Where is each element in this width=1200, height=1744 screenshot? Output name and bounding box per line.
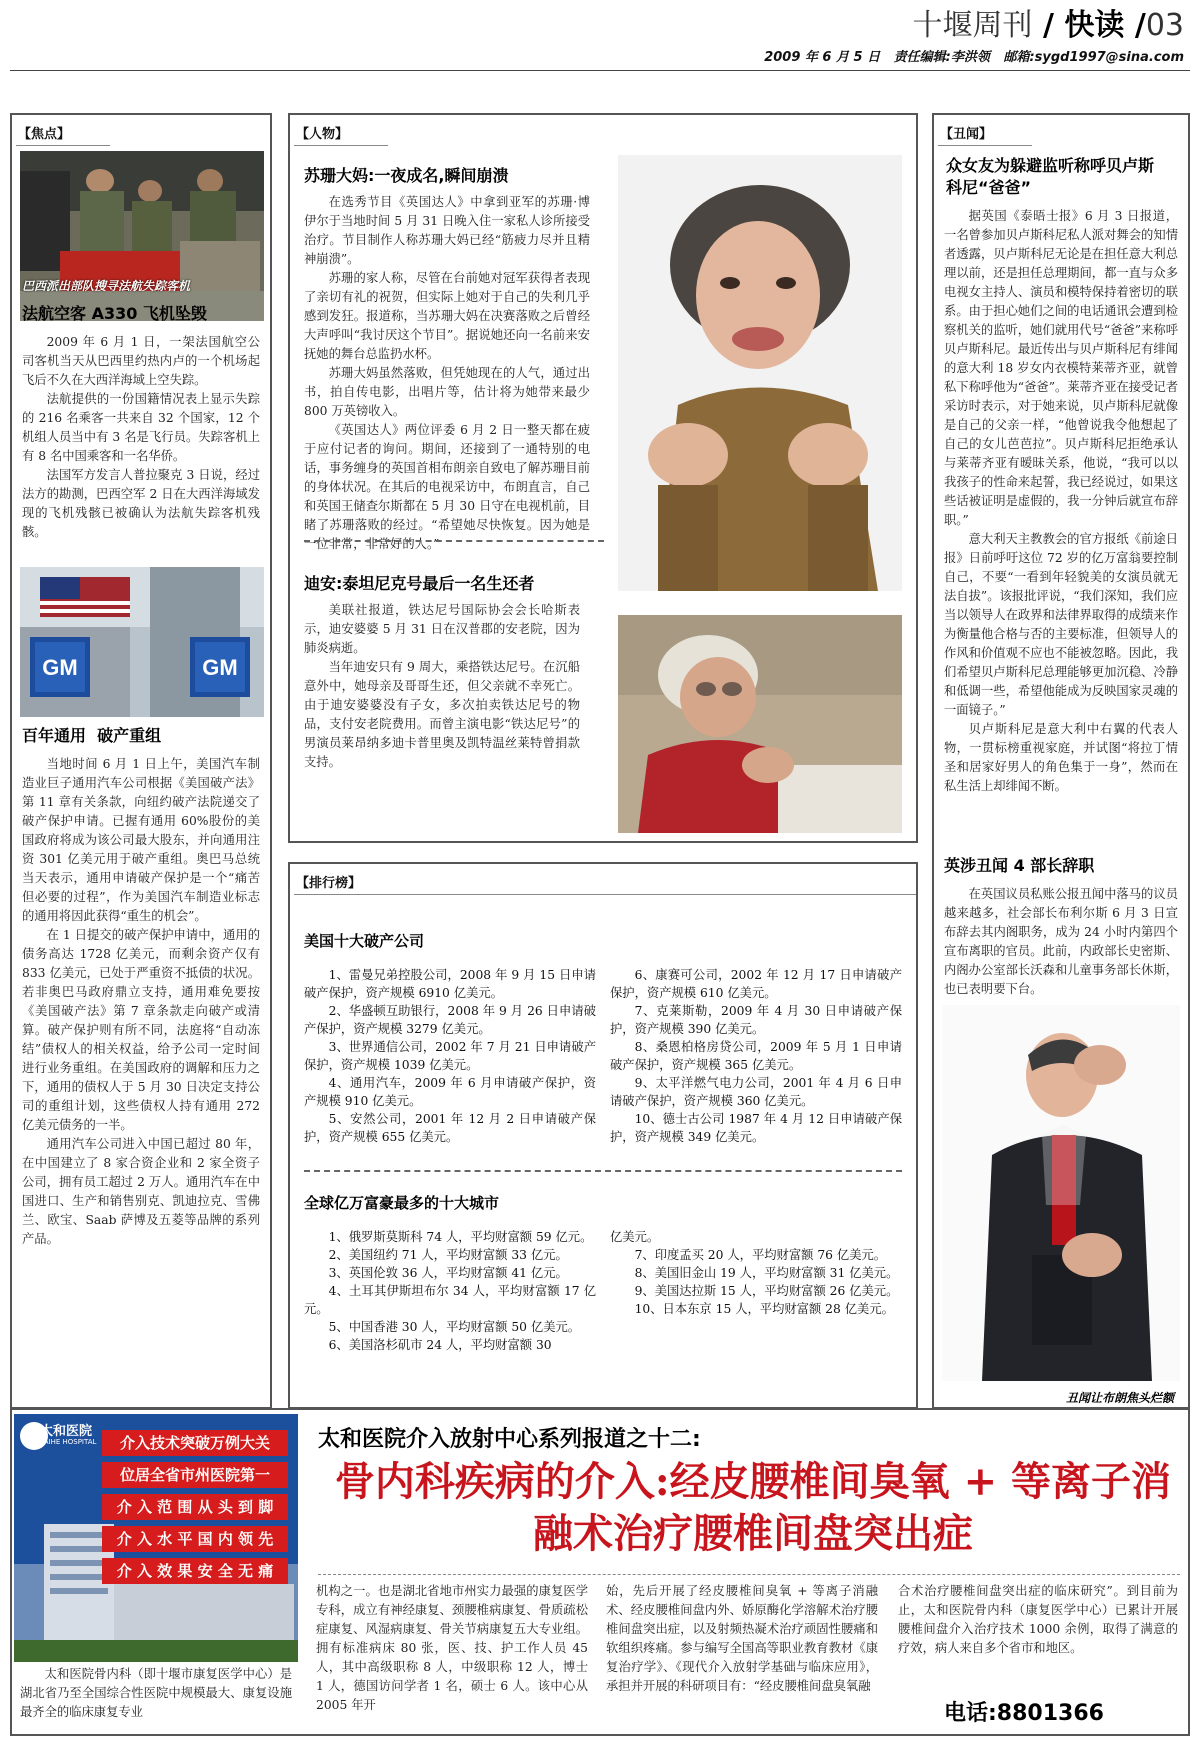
list-item: 3、世界通信公司，2002 年 7 月 21 日申请破产保护，资产规模 1039 亿美元。 — [304, 1040, 596, 1072]
paragraph: 据英国《泰晤士报》6 月 3 日报道，一名曾参加贝卢斯科尼私人派对舞会的知情者透露，贝卢斯科尼无论是在担任意大利总理以前，还是担任总理期间，都一直与众多电视女主持人、演员和模特保持着密切的联系。由于担心她们之间的电话通讯会遭到检察机关的监听，她们就用代号“爸爸”来称呼贝卢斯科尼。最近传出与贝卢斯科尼有绯闻的意大利 18 岁女内衣模特莱蒂齐亚，就曾私下称呼他为“爸爸”。莱蒂齐亚在接受记者采访时表示，对于她来说，贝卢斯科尼就像是自己的父亲一样，“他曾说我令他想起了自己的女儿芭芭拉”。贝卢斯科尼拒绝承认与莱蒂齐亚有暧昧关系，他说，“我可以以我孩子的性命来起誓，我已经说过，如果这些话被证明是虚假的，我一分钟后就宣布辞职。” — [944, 209, 1178, 527]
ranking-section — [288, 862, 918, 1409]
list-title: 全球亿万富豪最多的十大城市 — [304, 1194, 500, 1212]
paper-name: 十堰周刊 — [912, 8, 1033, 43]
story-title: 法航空客 A330 飞机坠毁 — [22, 304, 207, 323]
list-title: 美国十大破产公司 — [304, 932, 425, 950]
list-item: 5、安然公司，2001 年 12 月 2 日申请破产保护，资产规模 655 亿美元。 — [304, 1112, 596, 1144]
list-item: 6、康赛可公司，2002 年 12 月 17 日申请破产保护，资产规模 610 亿美元。 — [610, 968, 902, 1000]
list-item: 10、日本东京 15 人，平均财富额 28 亿美元。 — [634, 1302, 894, 1316]
ad-column-1: 机构之一。也是湖北省地市州实力最强的康复医学专科，成立有神经康复、颈腰椎病康复、骨质疏松症康复、风湿病康复、骨关节病康复五大专业组。拥有标准病床 80 张，医、技、护工作人员 45 人，其中高级职称 8 人，中级职称 12 人，博士 1 人，德国访问学者 1 名，硕士 6 人。该中心从 2005 年开 — [316, 1584, 588, 1712]
story-body — [22, 755, 260, 1249]
paragraph: 在 1 日提交的破产保护申请中，通用的债务高达 1728 亿美元，而剩余资产仅有 833 亿美元，已处于严重资不抵债的状况。若非奥巴马政府鼎立支持，通用难免要按《美国破产法》第 7 章条款走向破产或清算。破产保护则有所不同，法庭将“自动冻结”债权人的相关权益，给予公司一定时间进行业务重组。在美国政府的调解和压力之下，通用的债权人于 5 月 30 日决定支持公司的重组计划，这些债权人持有通用 272 亿美元债务的一半。 — [22, 928, 260, 1132]
svg-text:GM: GM — [42, 655, 78, 680]
paragraph: 2009 年 6 月 1 日，一架法国航空公司客机当天从巴西里约热内卢的一个机场起飞后不久在大西洋海域上空失踪。 — [22, 335, 260, 387]
gm-building-photo — [20, 567, 264, 717]
photo-caption: 丑闻让布朗焦头烂额 — [1065, 1391, 1174, 1405]
ad-column-0: 太和医院骨内科（即十堰市康复医学中心）是湖北省乃至全国综合性医院中规模最大、康复设施最齐全的临床康复专业 — [20, 1667, 292, 1719]
story-title: 众女友为躲避监听称呼贝卢斯科尼“爸爸” — [946, 156, 1155, 197]
slogan: 介入技术突破万例大关 — [119, 1434, 270, 1452]
list-item: 4、通用汽车，2009 年 6 月申请破产保护，资产规模 910 亿美元。 — [304, 1076, 596, 1108]
ad-phone: 电话:8801366 — [944, 1701, 1104, 1726]
list-item: 6、美国洛杉矶市 24 人，平均财富额 30 — [328, 1338, 552, 1352]
header-rule — [10, 70, 1190, 71]
story-body — [22, 333, 260, 542]
list-item: 亿美元。 — [610, 1230, 660, 1244]
story-title: 英涉丑闻 4 部长辞职 — [944, 856, 1095, 875]
paragraph: 通用汽车公司进入中国已超过 80 年，在中国建立了 8 家合资企业和 2 家全资子公司，拥有员工超过 2 万人。通用汽车在中国进口、生产和销售别克、凯迪拉克、雪佛兰、欧宝、Saab 萨博及五菱等品牌的系列产品。 — [22, 1137, 260, 1246]
page-number: 03 — [1145, 8, 1184, 43]
paragraph: 苏珊的家人称，尽管在台前她对冠军获得者表现了亲切有礼的祝贺，但实际上她对于自己的失利几乎感到发狂。报道称，当苏珊大妈在决赛落败之后曾经大声呼叫“我讨厌这个节目”。据说她还向一名前来安抚她的舞台总监扔水杯。 — [304, 271, 590, 361]
list-item: 2、美国纽约 71 人，平均财富额 33 亿元。 — [328, 1248, 568, 1262]
list-item: 1、雷曼兄弟控股公司，2008 年 9 月 15 日申请破产保护，资产规模 6910 亿美元。 — [304, 968, 596, 1000]
section-tag: 【排行榜】 — [294, 868, 916, 895]
story-title: 迪安:泰坦尼克号最后一名生还者 — [304, 574, 535, 593]
paragraph: 贝卢斯科尼是意大利中右翼的代表人物，一贯标榜重视家庭，并试图“将拉丁情圣和居家好男人的角色集于一身”，然而在私生活上却绯闻不断。 — [944, 722, 1178, 793]
list-item: 4、土耳其伊斯坦布尔 34 人，平均财富额 17 亿元。 — [304, 1284, 596, 1316]
paragraph: 在英国议员私账公报丑闻中落马的议员越来越多，社会部长布利尔斯 6 月 3 日宣布辞去其内阁职务，成为 24 小时内第四个宣布离职的官员。此前，内政部长史密斯、内阁办公室部长沃森和儿童事务部长休斯，也已表明要下台。 — [944, 887, 1178, 996]
section-divider — [304, 540, 604, 542]
photo-caption: 巴西派出部队搜寻法航失踪客机 — [22, 279, 191, 293]
issue-date: 2009 年 6 月 5 日 — [764, 50, 881, 65]
ad-headline-line2: 融术治疗腰椎间盘突出症 — [533, 1510, 973, 1557]
editor: 责任编辑:李洪领 — [893, 50, 990, 65]
gordon-brown-photo — [942, 1005, 1180, 1381]
list-item: 7、克莱斯勒，2009 年 4 月 30 日申请破产保护，资产规模 390 亿美元。 — [610, 1004, 902, 1036]
focus-column — [10, 113, 272, 1409]
header-info — [764, 46, 1184, 65]
ranking-list-left — [304, 966, 596, 1146]
ranking-list-right — [610, 966, 902, 1146]
paragraph: 法航提供的一份国籍情况表上显示失踪的 216 名乘客一共来自 32 个国家，12 个机组人员当中有 3 名是飞行员。失踪客机上有 8 名中国乘客和一名华侨。 — [22, 392, 260, 463]
slogan: 位居全省市州医院第一 — [119, 1466, 270, 1484]
paragraph: 当年迪安只有 9 周大，乘搭铁达尼号。在沉船意外中，她母亲及哥哥生还，但父亲就不幸死亡。由于迪安婆婆没有子女，多次拍卖铁达尼号的物品，支付安老院费用。而曾主演电影“铁达尼号”的男演员莱昂纳多迪卡普里奥及凯特温丝莱特曾捐款支持。 — [304, 660, 580, 769]
hospital-logo-en: TAIHE HOSPITAL — [40, 1438, 97, 1446]
story-title: 百年通用 破产重组 — [22, 726, 162, 745]
people-section — [288, 113, 918, 843]
section-tag: 【焦点】 — [16, 119, 110, 146]
paragraph: 《英国达人》两位评委 6 月 2 日一整天都在疲于应付记者的询问。期间，还接到了一通特别的电话，事务缠身的英国首相布朗亲自致电了解苏珊目前的身体状况。在其后的电视采访中，布朗直言，自己和英国王储查尔斯都在 5 月 30 日守在电视机前，目睹了苏珊落败的经过。“希望她尽快恢复。因为她是一位非常，非常好的人。” — [304, 423, 590, 551]
list-item: 8、美国旧金山 19 人，平均财富额 31 亿美元。 — [634, 1266, 899, 1280]
ad-divider — [318, 1574, 1180, 1575]
city-list-right — [610, 1228, 902, 1318]
slogan: 介 入 范 围 从 头 到 脚 — [116, 1498, 274, 1516]
millvina-dean-photo — [618, 615, 902, 833]
list-item: 9、太平洋燃气电力公司，2001 年 4 月 6 日申请破产保护，资产规模 360 亿美元。 — [610, 1076, 902, 1108]
section-tag: 【人物】 — [294, 119, 388, 146]
susan-boyle-photo — [618, 155, 902, 591]
rescue-photo — [20, 151, 264, 321]
hospital-logo-text: 太和医院 — [40, 1424, 93, 1439]
ad-column-2: 始，先后开展了经皮腰椎间臭氧 + 等离子消融术、经皮腰椎间盘内外、娇原酶化学溶解术治疗腰椎间盘突出症，以及射频热凝术治疗顽固性腰痛和软组织疼痛。参与编写全国高等职业教育教材《康复治疗学》、《现代介入放射学基础与临床应用》，承担并开展的科研项目有：“经皮腰椎间盘臭氧融 — [606, 1584, 878, 1693]
paragraph: 当地时间 6 月 1 日上午，美国汽车制造业巨子通用汽车公司根据《美国破产法》第 11 章有关条款，向纽约破产法院递交了破产保护申请。已握有通用 60%股份的美国政府将成为该公司最大股东，并向通用注资 301 亿美元用于破产重组。奥巴马总统当天表示，通用申请破产保护是一个“痛苦但必要的过程”，作为美国汽车制造业标志的通用将因此获得“重生的机会”。 — [22, 757, 260, 923]
slogan: 介 入 效 果 安 全 无 痛 — [116, 1562, 274, 1580]
section-name: 快读 — [1064, 8, 1125, 43]
section-tag: 【丑闻】 — [938, 119, 1032, 146]
list-item: 7、印度孟买 20 人，平均财富额 76 亿美元。 — [634, 1248, 887, 1262]
editor-email: 邮箱:sygd1997@sina.com — [1003, 50, 1184, 65]
story-body — [304, 193, 590, 554]
story-title: 苏珊大妈:一夜成名,瞬间崩溃 — [304, 166, 509, 185]
ad-series-title: 太和医院介入放射中心系列报道之十二: — [318, 1427, 701, 1452]
paragraph: 苏珊大妈虽然落败，但凭她现在的人气，通过出书，拍自传电影，出唱片等，估计将为她带来最少 800 万英镑收入。 — [304, 366, 590, 418]
paragraph: 法国军方发言人普拉聚克 3 日说，经过法方的勘测，巴西空军 2 日在大西洋海域发现的飞机残骸已被确认为法航失踪客机残骸。 — [22, 468, 260, 539]
ad-slogans — [102, 1430, 288, 1590]
slogan: 介 入 水 平 国 内 领 先 — [116, 1530, 274, 1548]
list-item: 1、俄罗斯莫斯科 74 人，平均财富额 59 亿元。 — [328, 1230, 593, 1244]
list-item: 3、英国伦敦 36 人，平均财富额 41 亿元。 — [328, 1266, 568, 1280]
list-item: 9、美国达拉斯 15 人，平均财富额 26 亿美元。 — [634, 1284, 899, 1298]
svg-text:GM: GM — [202, 655, 238, 680]
scandal-column — [932, 113, 1190, 1409]
story-body — [944, 207, 1178, 796]
section-divider — [304, 1170, 902, 1172]
list-item: 5、中国香港 30 人，平均财富额 50 亿美元。 — [328, 1320, 581, 1334]
paragraph: 意大利天主教教会的官方报纸《前途日报》日前呼吁这位 72 岁的亿万富翁要控制自己，不要“一看到年轻貌美的女演员就无法自拔”。该报批评说，“我们深知，我们应当以领导人在政界和法律界取得的成绩来作为衡量他合格与否的主要标准，但领导人的作风和价值观不应也不能被忽略。因此，我们希望贝卢斯科尼总理能够更加沉稳、冷静和低调一些，希望他能成为反映国家灵魂的一面镜子。” — [944, 532, 1178, 717]
story-body — [304, 601, 580, 772]
paragraph: 美联社报道，铁达尼号国际协会会长哈斯表示，迪安婆婆 5 月 31 日在汉普郡的安老院，因为肺炎病逝。 — [304, 603, 580, 655]
list-item: 8、桑恩柏格房贷公司，2009 年 5 月 1 日申请破产保护，资产规模 365 亿美元。 — [610, 1040, 902, 1072]
ad-column-3: 合术治疗腰椎间盘突出症的临床研究”。到目前为止，太和医院骨内科（康复医学中心）已累计开展腰椎间盘介入治疗技术 1000 余例，取得了满意的疗效，病人来自多个省市和地区。 — [898, 1584, 1178, 1655]
ad-headline-line1: 骨内科疾病的介入:经皮腰椎间臭氧 + 等离子消 — [334, 1458, 1172, 1505]
paragraph: 在选秀节目《英国达人》中拿到亚军的苏珊·博伊尔于当地时间 5 月 31 日晚入住一家私人诊所接受治疗。节目制作人称苏珊大妈已经“筋疲力尽并且精神崩溃”。 — [304, 195, 590, 266]
list-item: 10、德士古公司 1987 年 4 月 12 日申请破产保护，资产规模 349 亿美元。 — [610, 1112, 902, 1144]
list-item: 2、华盛顿互助银行，2008 年 9 月 26 日申请破产保护，资产规模 3279 亿美元。 — [304, 1004, 596, 1036]
paper-masthead: 十堰周刊 / 快读 /03 — [912, 8, 1184, 43]
city-list-left — [304, 1228, 596, 1354]
ad-headline — [318, 1456, 1188, 1560]
story-body — [944, 885, 1178, 999]
